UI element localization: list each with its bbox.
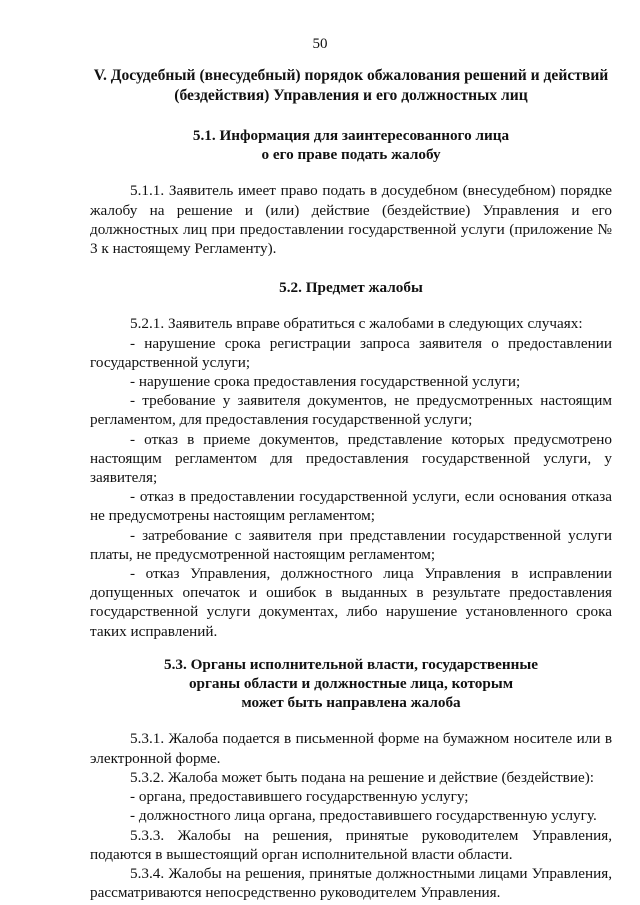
section-title xyxy=(76,66,626,106)
subsection-5-1-title xyxy=(90,126,612,164)
subsection-5-3-title-line-1: 5.3. Органы исполнительной власти, государственные xyxy=(164,655,538,673)
paragraph-5-3-4: 5.3.4. Жалобы на решения, принятые должностными лицами Управления, рассматриваются непосредственно руководителем Управления. xyxy=(90,864,612,902)
list-item: - отказ Управления, должностного лица Управления в исправлении допущенных опечаток и ошибок в выданных в результате предоставления государственной услуги документах, либо нарушение установленного срока таких исправлений. xyxy=(90,565,612,640)
subsection-5-3-title xyxy=(90,655,612,713)
subsection-5-1-title-line-2: о его праве подать жалобу xyxy=(261,146,441,164)
paragraph-5-3-3: 5.3.3. Жалобы на решения, принятые руководителем Управления, подаются в вышестоящий орган исполнительной власти области. xyxy=(90,826,612,863)
paragraph-5-3-2: 5.3.2. Жалоба может быть подана на решение и действие (бездействие): xyxy=(130,768,595,786)
section-title-line-1: V. Досудебный (внесудебный) порядок обжалования решений и действий xyxy=(93,67,609,84)
list-item: - отказ в приеме документов, представление которых предусмотрено настоящим регламентом для предоставления государственной услуги, у заявителя; xyxy=(90,430,612,487)
list-item: - требование у заявителя документов, не предусмотренных настоящим регламентом, для предоставления государственной услуги; xyxy=(90,392,612,429)
list-item: - нарушение срока предоставления государственной услуги; xyxy=(130,373,521,391)
list-item: - нарушение срока регистрации запроса заявителя о предоставлении государственной услуги; xyxy=(90,334,612,371)
list-item: - органа, предоставившего государственную услугу; xyxy=(130,788,469,806)
page-content xyxy=(90,66,612,902)
subsection-5-3-title-line-2: органы области и должностные лица, которым xyxy=(188,675,514,693)
list-item: - отказ в предоставлении государственной услуги, если основания отказа не предусмотрены настоящим регламентом; xyxy=(90,488,612,525)
subsection-5-2-title: 5.2. Предмет жалобы xyxy=(279,279,423,297)
list-item: - затребование с заявителя при представлении государственной услуги платы, не предусмотренной настоящим регламентом; xyxy=(90,526,612,563)
paragraph-5-2-1: 5.2.1. Заявитель вправе обратиться с жалобами в следующих случаях: xyxy=(130,315,583,333)
subsection-5-1-title-line-1: 5.1. Информация для заинтересованного лица xyxy=(192,127,510,144)
page-number: 50 xyxy=(312,36,328,52)
subsection-5-3-title-line-3: может быть направлена жалоба xyxy=(241,694,461,712)
section-title-line-2: (бездействия) Управления и его должностных лиц xyxy=(174,87,528,104)
list-item: - должностного лица органа, предоставившего государственную услугу. xyxy=(130,807,597,825)
paragraph-5-3-1: 5.3.1. Жалоба подается в письменной форме на бумажном носителе или в электронной форме. xyxy=(90,730,612,767)
paragraph-5-1-1: 5.1.1. Заявитель имеет право подать в досудебном (внесудебном) порядке жалобу на решение и (или) действие (бездействие) Управления и его должностных лиц при предоставлении государственной услуги (приложение № 3 к настоящему Регламенту). xyxy=(90,182,612,258)
